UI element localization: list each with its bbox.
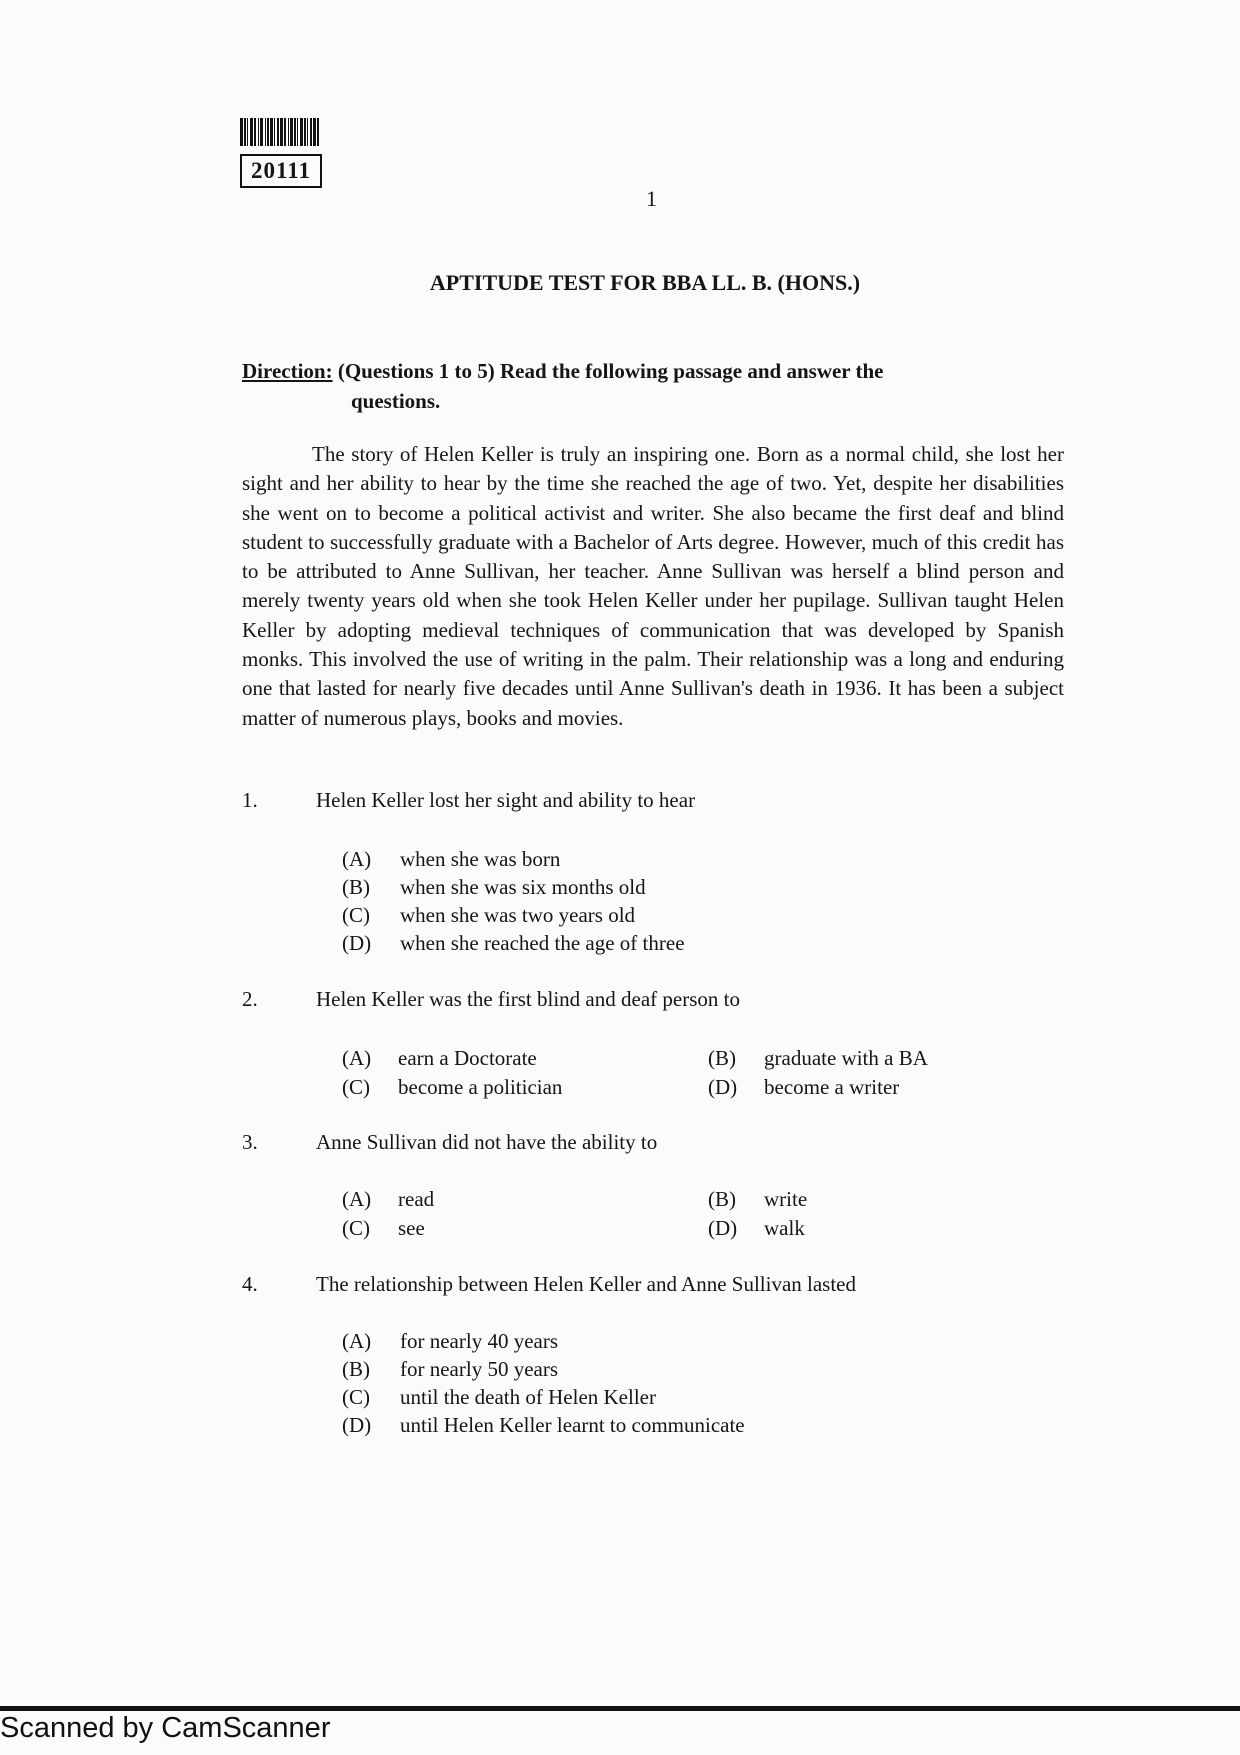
option-d[interactable] — [708, 1214, 1042, 1243]
option-b[interactable] — [342, 873, 685, 901]
option-grid — [342, 1044, 1042, 1102]
option-b[interactable] — [708, 1044, 1042, 1073]
option-text: see — [398, 1216, 425, 1240]
option-grid — [342, 1185, 1042, 1243]
option-c[interactable] — [342, 1383, 745, 1411]
option-d[interactable] — [342, 929, 685, 957]
option-label: (B) — [342, 875, 370, 899]
barcode-bar — [317, 118, 319, 146]
option-label: (C) — [342, 903, 370, 927]
question-text: Helen Keller lost her sight and ability to hear — [316, 788, 696, 812]
option-label: (C) — [342, 1075, 370, 1099]
option-text: for nearly 50 years — [400, 1357, 559, 1381]
page-number: 1 — [646, 186, 657, 211]
option-text: when she was two years old — [400, 903, 636, 927]
option-a[interactable] — [342, 1044, 708, 1073]
option-c[interactable] — [342, 901, 685, 929]
question-number: 3. — [242, 1130, 258, 1154]
option-label: (A) — [342, 847, 372, 871]
question-text: Helen Keller was the first blind and deaf person to — [316, 987, 740, 1011]
option-label: (A) — [342, 1046, 372, 1070]
option-d[interactable] — [708, 1073, 1042, 1102]
option-text: become a writer — [764, 1075, 900, 1099]
option-text: read — [398, 1187, 435, 1211]
option-text: until Helen Keller learnt to communicate — [400, 1413, 745, 1437]
barcode — [240, 118, 397, 146]
option-c[interactable] — [342, 1214, 708, 1243]
question-number: 2. — [242, 987, 258, 1011]
option-list — [342, 1327, 745, 1439]
option-list — [342, 845, 685, 957]
direction-text-line2: questions. — [351, 389, 441, 413]
option-text: for nearly 40 years — [400, 1329, 559, 1353]
option-text: when she reached the age of three — [400, 931, 685, 955]
page-title: APTITUDE TEST FOR BBA LL. B. (HONS.) — [429, 270, 861, 295]
option-label: (D) — [342, 1413, 372, 1437]
option-label: (B) — [708, 1187, 736, 1211]
scanner-watermark: Scanned by CamScanner — [0, 1712, 331, 1744]
option-text: become a politician — [398, 1075, 563, 1099]
option-text: when she was born — [400, 847, 561, 871]
option-d[interactable] — [342, 1411, 745, 1439]
option-a[interactable] — [342, 1327, 745, 1355]
option-text: graduate with a BA — [764, 1046, 928, 1070]
option-label: (C) — [342, 1216, 370, 1240]
option-a[interactable] — [342, 845, 685, 873]
question-number: 1. — [242, 788, 258, 812]
option-label: (C) — [342, 1385, 370, 1409]
direction-label: Direction: — [242, 359, 333, 383]
option-c[interactable] — [342, 1073, 708, 1102]
option-text: write — [764, 1187, 808, 1211]
option-b[interactable] — [342, 1355, 745, 1383]
paper-code-box: 20111 — [240, 154, 322, 188]
option-label: (D) — [708, 1075, 738, 1099]
option-text: when she was six months old — [400, 875, 646, 899]
option-text: walk — [764, 1216, 805, 1240]
option-text: earn a Doctorate — [398, 1046, 537, 1070]
option-label: (D) — [708, 1216, 738, 1240]
option-b[interactable] — [708, 1185, 1042, 1214]
direction-block — [242, 356, 1042, 416]
option-label: (B) — [708, 1046, 736, 1070]
option-label: (A) — [342, 1329, 372, 1353]
option-label: (A) — [342, 1187, 372, 1211]
reading-passage: The story of Helen Keller is truly an inspiring one. Born as a normal child, she lost her sight and her ability to hear by the time she reached the age of two. Yet, despite her disabilities she went on to become a political activist and writer. She also became the first deaf and blind student to successfully graduate with a Bachelor of Arts degree. However, much of this credit has to be attributed to Anne Sullivan, her teacher. Anne Sullivan was herself a blind person and merely twenty years old when she took Helen Keller under her pupilage. Sullivan taught Helen Keller by adopting medieval techniques of communication that was developed by Spanish monks. This involved the use of writing in the palm. Their relationship was a long and enduring one that lasted for nearly five decades until Anne Sullivan's death in 1936. It has been a subject matter of numerous plays, books and movies. — [242, 442, 1064, 730]
option-label: (D) — [342, 931, 372, 955]
option-label: (B) — [342, 1357, 370, 1381]
option-a[interactable] — [342, 1185, 708, 1214]
question-text: The relationship between Helen Keller and Anne Sullivan lasted — [316, 1272, 857, 1296]
scan-edge-line — [0, 1706, 1240, 1711]
question-number: 4. — [242, 1272, 258, 1296]
direction-text-line1: (Questions 1 to 5) Read the following passage and answer the — [332, 359, 884, 383]
option-text: until the death of Helen Keller — [400, 1385, 656, 1409]
question-text: Anne Sullivan did not have the ability to — [316, 1130, 658, 1154]
